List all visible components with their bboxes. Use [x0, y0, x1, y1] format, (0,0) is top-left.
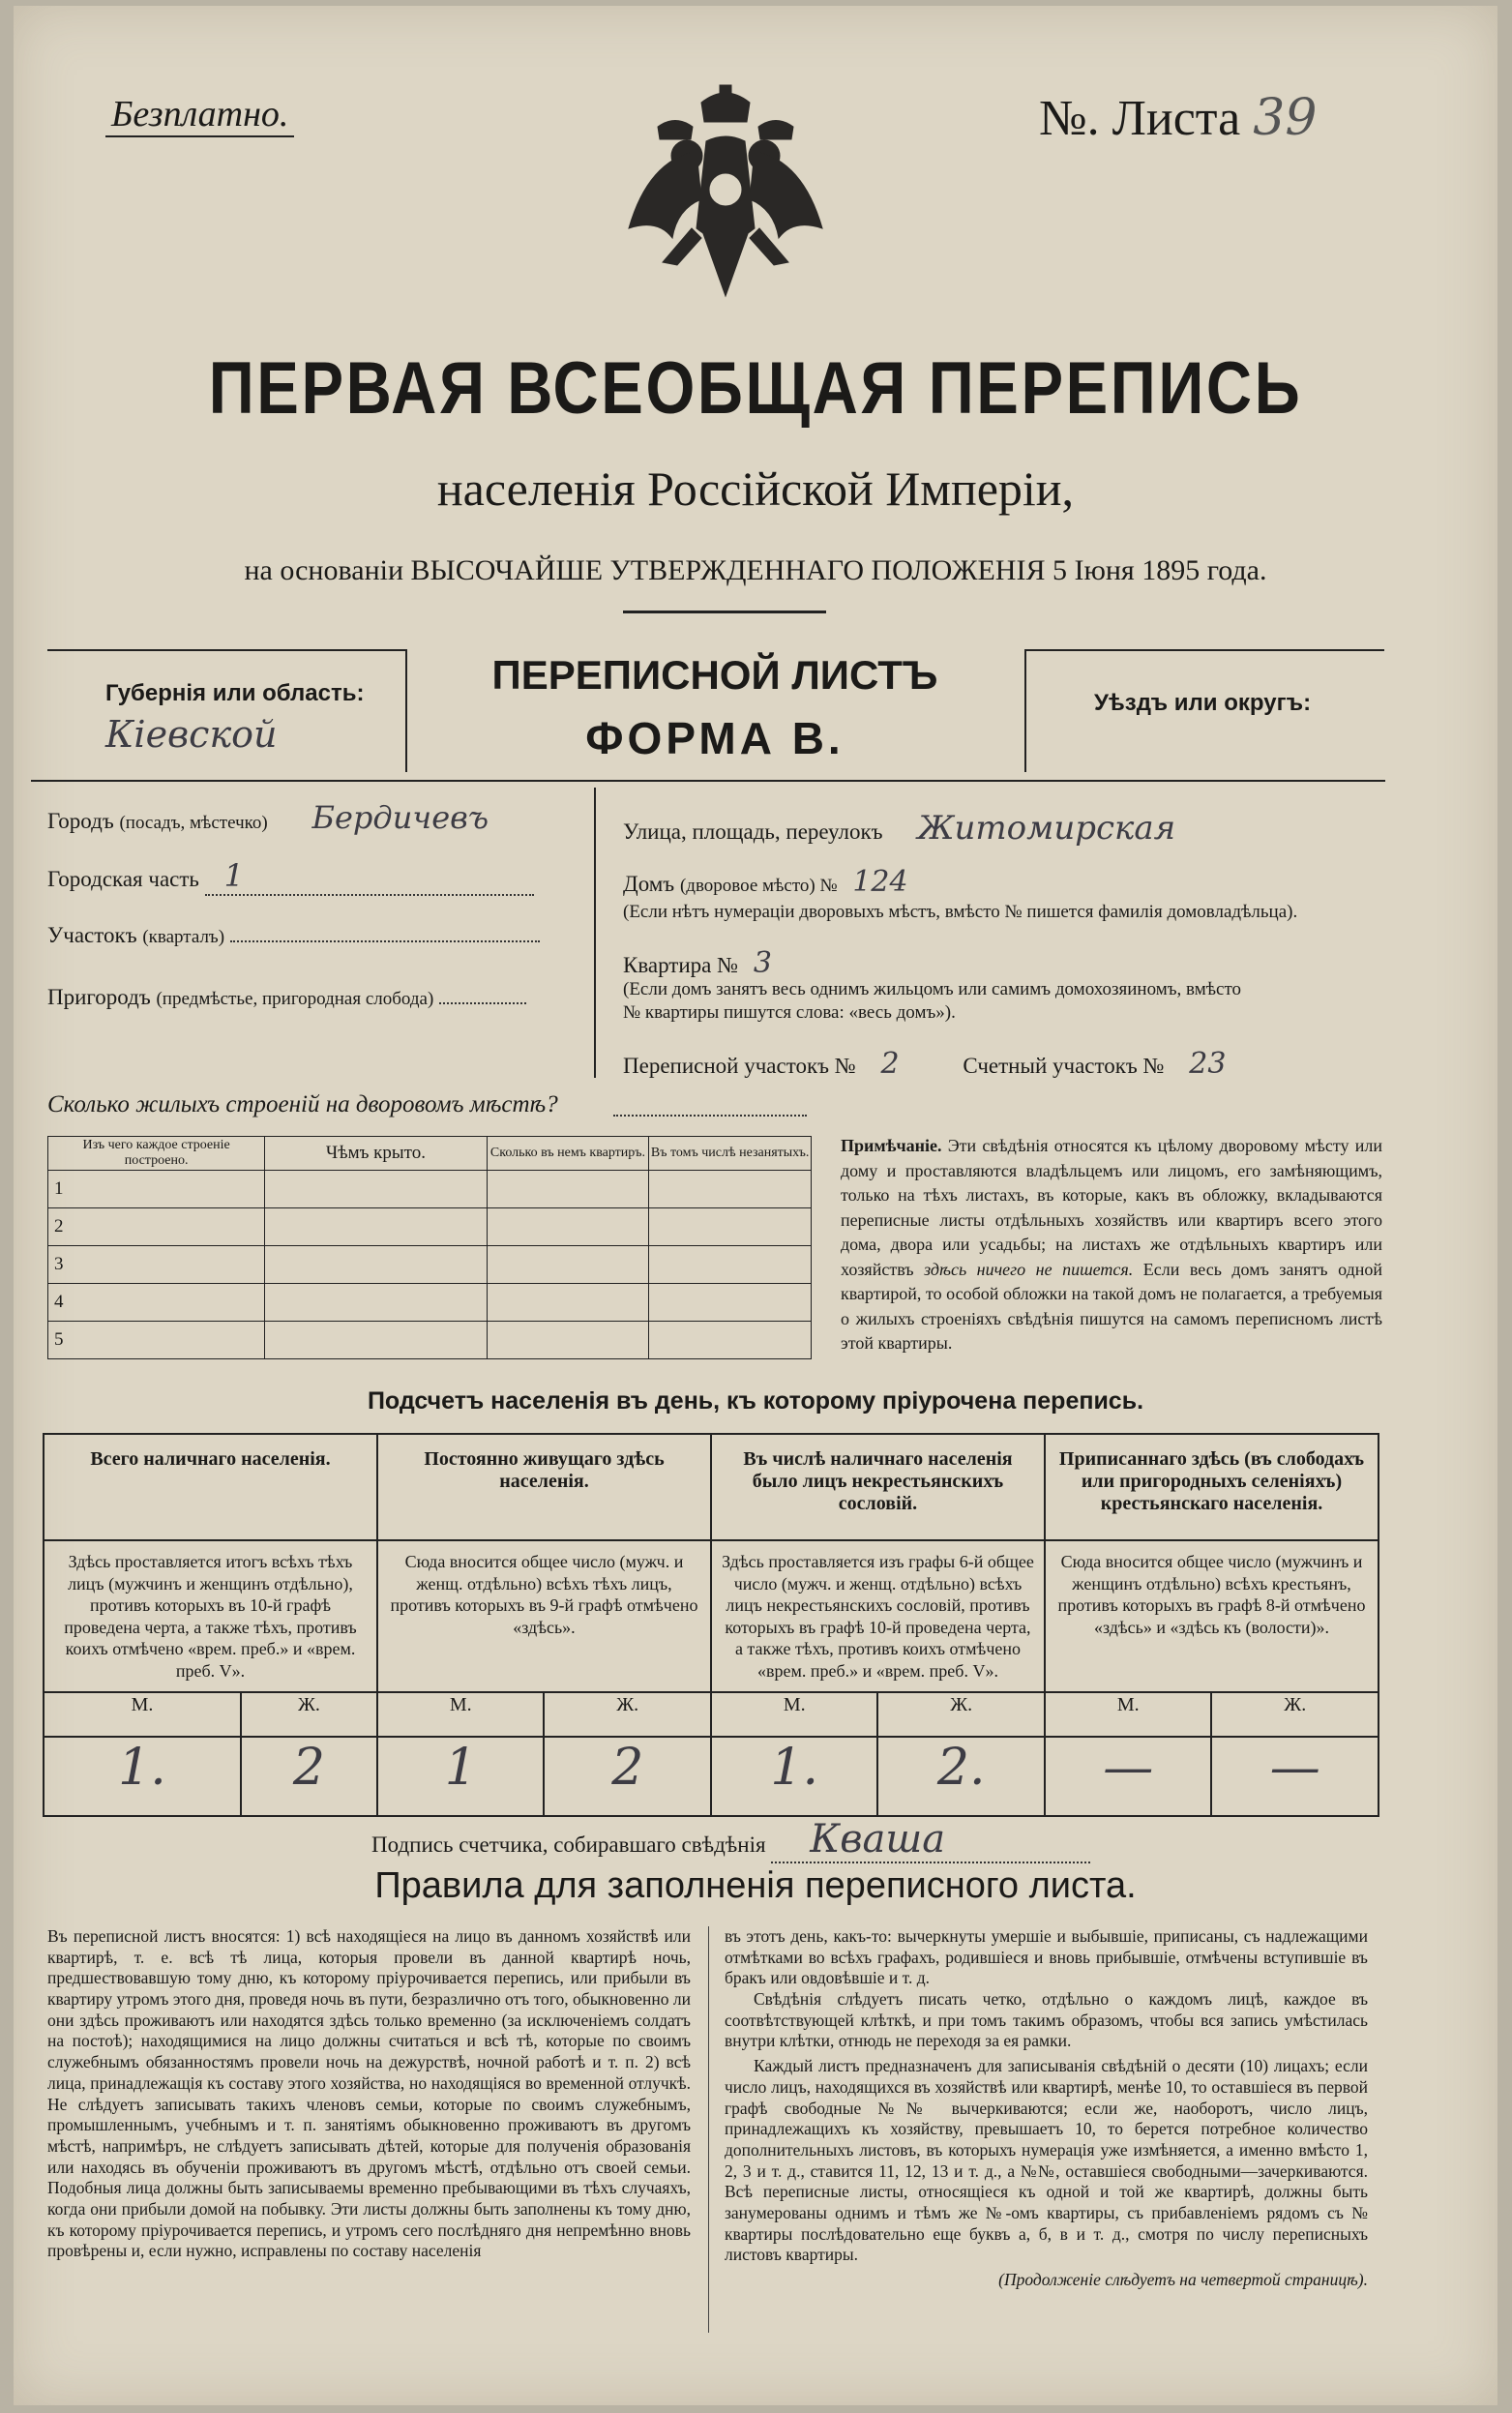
population-table [43, 1433, 1379, 1817]
flat-field [623, 946, 772, 980]
f-label: Ж. [877, 1692, 1045, 1737]
rules-right-p2: Свѣдѣнія слѣдуетъ писать четко, отдѣльно о каждомъ лицѣ, каждое въ соотвѣтствующей клѣткѣ, и при томъ такимъ образомъ, чтобы вся запись умѣстилась внутри клѣтки, отнюдь не переходя за ея рамки. [725, 1989, 1368, 2051]
city-sub: (посадъ, мѣстечко) [119, 813, 268, 833]
table-row: 4 [48, 1284, 812, 1322]
count-district-label: Счетный участокъ № [963, 1054, 1165, 1078]
nonpeasant-male-value: 1. [711, 1737, 878, 1816]
permanent-male-value: 1 [377, 1737, 545, 1816]
city-field [47, 799, 489, 836]
uchastok-field [47, 923, 540, 948]
form-title: ПЕРЕПИСНОЙ ЛИСТЪ [491, 652, 938, 698]
prigorod-sub: (предмѣстье, пригородная слобода) [156, 989, 434, 1009]
nonpeasant-female-value: 2. [877, 1737, 1045, 1816]
rules-column-divider [708, 1926, 709, 2333]
permanent-female-value: 2 [544, 1737, 711, 1816]
census-district-field [623, 1047, 1226, 1081]
document-title: ПЕРВАЯ ВСЕОБЩАЯ ПЕРЕПИСЬ [208, 347, 1303, 430]
imperial-eagle-emblem [619, 83, 832, 315]
rules-left-column: Въ переписной листъ вносятся: 1) всѣ находящіеся на лицо въ данномъ хозяйствѣ или квартирѣ, т. е. всѣ тѣ лица, которыя провели въ данной квартирѣ ночь, предшествовавшую тому дню, къ которому пріурочивается перепись, или прибыли въ квартиру утромъ этого дня, проведя ночь въ пути, безразлично отъ того, обыкновенно ли они здѣсь проживаютъ или находятся здѣсь только временно (за исключеніемъ солдатъ на постоѣ); находящимися на лицо должны считаться и всѣ тѣ, которые по своимъ служебнымъ обязанностямъ провели ночь на дежурствѣ, ночной работѣ и т. п. 2) всѣ лица, принадлежащія къ составу этого хозяйства, но находящіяся во временной отлучкѣ. Не слѣдуетъ записывать такихъ членовъ семьи, которые по своимъ служебнымъ, промышленнымъ, учебнымъ и т. п. занятіямъ обыкновенно проживаютъ въ другомъ мѣстѣ, напримѣръ, не слѣдуетъ записывать дѣтей, которые для полученія образованія или находясь въ обученіи проживаютъ въ другомъ мѣстѣ, отдѣльно отъ своей семьи. Подобныя лица должны быть записываемы временно пребывающими въ тѣхъ случаяхъ, когда они прибыли домой на побывку. Эти листы должны быть заполнены къ тому дню, къ которому пріурочивается перепись, и утромъ сего послѣдняго дня непремѣнно вновь провѣрены и, если нужно, исправлены по составу населенія [47, 1926, 691, 2261]
f-label: Ж. [241, 1692, 377, 1737]
table-row: 1 [48, 1171, 812, 1208]
signature-field [371, 1817, 1090, 1863]
house-note: (Если нѣтъ нумераціи дворовыхъ мѣстъ, вмѣсто № пишется фамилія домовладѣльца). [623, 902, 1298, 922]
flat-value: 3 [753, 946, 772, 980]
rules-right-column [725, 1926, 1368, 2291]
count-district-value: 23 [1189, 1047, 1227, 1081]
house-field [623, 865, 908, 899]
street-label: Улица, площадь, переулокъ [623, 819, 883, 844]
uezd-box [1024, 649, 1384, 772]
prigorod-label: Пригородъ [47, 985, 151, 1009]
total-male-value: 1. [44, 1737, 241, 1816]
remark-head: Примѣчаніе. [841, 1136, 942, 1155]
m-label: М. [711, 1692, 878, 1737]
form-letter: ФОРМА В. [585, 713, 845, 763]
flat-label: Квартира № [623, 953, 739, 977]
table-row: 3 [48, 1246, 812, 1284]
col-roof: Чѣмъ крыто. [265, 1137, 487, 1171]
city-part-label: Городская часть [47, 867, 199, 891]
city-part-value: 1 [223, 857, 245, 894]
street-value: Житомирская [917, 809, 1176, 848]
document-subtitle: населенія Россійской Имперіи, [436, 462, 1075, 516]
signature-value: Кваша [810, 1817, 946, 1862]
street-field [623, 809, 1175, 848]
uezd-label: Уѣздъ или округъ: [1094, 690, 1312, 716]
sheet-number-label: №. Листа [1039, 91, 1241, 146]
f-label: Ж. [544, 1692, 711, 1737]
buildings-question-line [613, 1115, 807, 1117]
col-material: Изъ чего каждое строеніе построено. [48, 1137, 265, 1171]
buildings-table [47, 1136, 812, 1359]
uchastok-label: Участокъ [47, 923, 137, 947]
fields-divider [594, 788, 596, 1078]
f-label: Ж. [1211, 1692, 1379, 1737]
col-flats: Сколько въ немъ квартиръ. [487, 1137, 649, 1171]
title-rule [623, 611, 826, 613]
sheet-number [1039, 89, 1317, 147]
m-label: М. [1045, 1692, 1212, 1737]
census-district-value: 2 [880, 1047, 900, 1081]
rules-title: Правила для заполненія переписного листа. [374, 1865, 1137, 1906]
legal-basis: на основаніи ВЫСОЧАЙШЕ УТВЕРЖДЕННАГО ПОЛОЖЕНІЯ 5 Іюня 1895 года. [244, 554, 1267, 586]
peasant-female-value: — [1211, 1737, 1379, 1816]
house-sub: (дворовое мѣсто) № [679, 876, 838, 896]
pop-head-total: Всего наличнаго населенія. [44, 1434, 377, 1540]
gubernia-label: Губернія или область: [105, 680, 365, 706]
rules-right-p3: Каждый листъ предназначенъ для записыванія свѣдѣній о десяти (10) лицахъ; если число лицъ, находящихся въ хозяйствѣ или квартирѣ, менѣе 10, то оставшіеся въ первой графѣ свободные №№ вычеркиваются; если же, наоборотъ, число лицъ, принадлежащихъ къ хозяйству, превышаетъ 10, то берется потребное количество дополнительныхъ листовъ, въ которыхъ нумерація уже измѣняется, а именно вмѣсто 1, 2, 3 и т. д., ставится 11, 12, 13 и т. д., а №№, оставшіеся свободными—зачеркиваются. Всѣ переписные листы, относящіеся къ одной и той же квартирѣ, должны быть занумерованы однимъ и тѣмъ же №-омъ квартиры, съ прибавленіемъ рядомъ съ № квартиры послѣдовательно еще буквъ а, б, в и т. д., смотря по числу переписныхъ листовъ квартиры. [725, 2056, 1368, 2265]
header-divider [31, 780, 1385, 782]
pop-head-permanent: Постоянно живущаго здѣсь населенія. [377, 1434, 711, 1540]
m-label: М. [377, 1692, 545, 1737]
pop-desc-total: Здѣсь проставляется итогъ всѣхъ тѣхъ лицъ (мужчинъ и женщинъ отдѣльно), противъ которыхъ въ 10-й графѣ проведена черта, а также тѣхъ, противъ коихъ отмѣчено «врем. преб.» и «врем. преб. V». [44, 1540, 377, 1692]
pop-head-peasant: Приписаннаго здѣсь (въ слободахъ или пригородныхъ селеніяхъ) крестьянскаго населенія. [1045, 1434, 1379, 1540]
flat-note-2: № квартиры пишутся слова: «весь домъ»). [623, 1002, 956, 1023]
buildings-question: Сколько жилыхъ строеній на дворовомъ мѣстѣ? [47, 1091, 558, 1117]
city-part-field [47, 857, 534, 896]
m-label: М. [44, 1692, 241, 1737]
continued-note: (Продолженіе слѣдуетъ на четвертой страницѣ). [998, 2270, 1368, 2289]
table-row: 5 [48, 1322, 812, 1359]
house-value: 124 [852, 865, 908, 899]
census-district-label: Переписной участокъ № [623, 1054, 856, 1078]
house-label: Домъ [623, 872, 675, 896]
pop-desc-peasant: Сюда вносится общее число (мужчинъ и женщинъ отдѣльно) всѣхъ крестьянъ, противъ которыхъ въ графѣ 8-й отмѣчено «здѣсь» и «здѣсь къ (волости)». [1045, 1540, 1379, 1692]
remark-note: Примѣчаніе. Эти свѣдѣнія относятся къ цѣлому дворовому мѣсту или дому и проставляются владѣльцемъ или лицомъ, его замѣняющимъ, только на тѣхъ листахъ, въ которые, какъ въ обложку, вкладываются переписные листы отдѣльныхъ хозяйствъ или квартиръ всего этого дома, двора или усадьбы; на листахъ же отдѣльныхъ квартиръ или хозяйствъ здѣсь ничего не пишется. Если весь домъ занятъ одной квартирой, то особой обложки на такой домъ не полагается, а требуемыя о жилыхъ строеніяхъ свѣдѣнія пишутся на самомъ переписномъ листѣ этой квартиры. [841, 1136, 1383, 1354]
col-vacant: Въ томъ числѣ незанятыхъ. [649, 1137, 812, 1171]
population-title: Подсчетъ населенія въ день, къ которому пріурочена перепись. [367, 1387, 1144, 1415]
peasant-male-value: — [1045, 1737, 1212, 1816]
city-value: Бердичевъ [311, 799, 489, 836]
uchastok-sub: (кварталъ) [142, 927, 225, 947]
free-label: Безплатно. [105, 93, 294, 137]
gubernia-value: Кіевской [105, 713, 278, 756]
sheet-number-value: 39 [1253, 89, 1318, 147]
table-row: 2 [48, 1208, 812, 1246]
pop-head-nonpeasant: Въ числѣ наличнаго населенія было лицъ некрестьянскихъ сословій. [711, 1434, 1045, 1540]
pop-desc-permanent: Сюда вносится общее число (мужч. и женщ. отдѣльно) всѣхъ тѣхъ лицъ, противъ которыхъ въ 9-й графѣ отмѣчено «здѣсь». [377, 1540, 711, 1692]
census-sheet [14, 6, 1497, 2405]
city-label: Городъ [47, 809, 114, 833]
gubernia-box [47, 649, 407, 772]
total-female-value: 2 [241, 1737, 377, 1816]
flat-note-1: (Если домъ занятъ весь однимъ жильцомъ или самимъ домохозяиномъ, вмѣсто [623, 979, 1242, 999]
prigorod-field [47, 985, 526, 1010]
rules-right-p1: въ этотъ день, какъ-то: вычеркнуты умершіе и выбывшіе, приписаны, съ надлежащими отмѣтками во всѣхъ графахъ, родившіеся и вновь прибывшіе, отмѣчены вступившіе въ бракъ или овдовѣвшіе и т. д. [725, 1926, 1368, 1988]
pop-desc-nonpeasant: Здѣсь проставляется изъ графы 6-й общее число (мужч. и женщ. отдѣльно) всѣхъ лицъ некрестьянскихъ сословій, противъ которыхъ въ графѣ 10-й проведена черта, а также тѣхъ, противъ коихъ отмѣчено «врем. преб.» и «врем. преб. V». [711, 1540, 1045, 1692]
signature-label: Подпись счетчика, собиравшаго свѣдѣнія [371, 1832, 766, 1857]
